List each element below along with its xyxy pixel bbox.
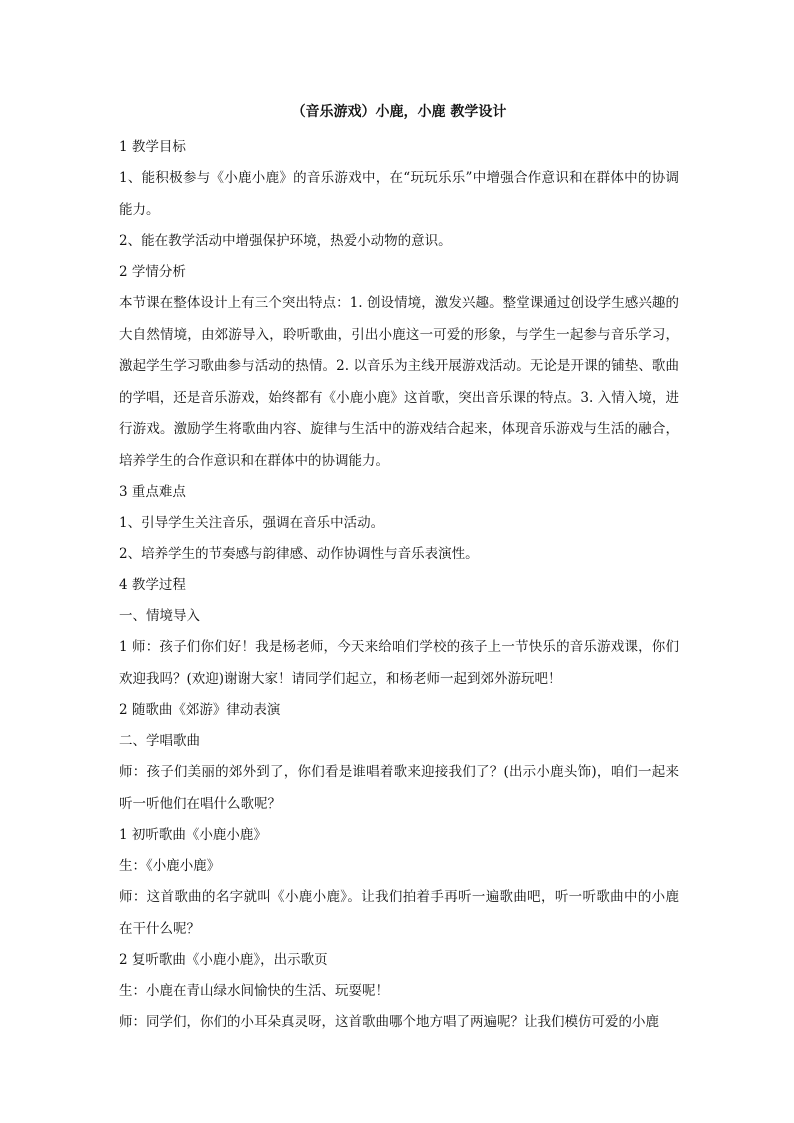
document-blocks: [119, 132, 679, 1038]
process-student-1: 生：《小鹿小鹿》: [119, 858, 221, 874]
process-intro-2: 2 随歌曲《郊游》律动表演: [119, 702, 281, 718]
document-body: [119, 101, 679, 1038]
section-heading-keypoints: 3 重点难点: [119, 484, 186, 500]
keypoint-2: 2、培养学生的节奏感与韵律感、动作协调性与音乐表演性。: [119, 546, 479, 562]
objective-2: 2、能在教学活动中增强保护环境，热爱小动物的意识。: [119, 233, 452, 249]
document-title: （音乐游戏）小鹿，小鹿 教学设计: [291, 104, 507, 120]
process-part-2-heading: 二、学唱歌曲: [119, 733, 200, 749]
process-teacher-2: 师：这首歌曲的名字就叫《小鹿小鹿》。让我们拍着手再听一遍歌曲吧，听一听歌曲中的小鹿在干什么呢？: [119, 889, 679, 937]
process-teacher-3: 师：同学们，你们的小耳朵真灵呀，这首歌曲哪个地方唱了两遍呢？让我们模仿可爱的小鹿: [119, 1014, 659, 1030]
process-intro-1: 1 师：孩子们你们好！我是杨老师，今天来给咱们学校的孩子上一节快乐的音乐游戏课，你们欢迎我吗？(欢迎)谢谢大家！请同学们起立，和杨老师一起到郊外游玩吧！: [119, 639, 679, 687]
section-heading-process: 4 教学过程: [119, 577, 186, 593]
process-teacher-1: 师：孩子们美丽的郊外到了，你们看是谁唱着歌来迎接我们了？(出示小鹿头饰)，咱们一起来听一听他们在唱什么歌呢？: [119, 764, 679, 812]
objective-1: 1、能积极参与《小鹿小鹿》的音乐游戏中，在“玩玩乐乐”中增强合作意识和在群体中的协调能力。: [119, 170, 679, 218]
process-step-2: 2 复听歌曲《小鹿小鹿》，出示歌页: [119, 952, 328, 968]
process-part-1-heading: 一、情境导入: [119, 608, 200, 624]
section-heading-analysis: 2 学情分析: [119, 264, 186, 280]
section-heading-objectives: 1 教学目标: [119, 139, 186, 155]
process-step-1: 1 初听歌曲《小鹿小鹿》: [119, 827, 267, 843]
process-student-2: 生：小鹿在青山绿水间愉快的生活、玩耍呢！: [119, 983, 389, 999]
keypoint-1: 1、引导学生关注音乐，强调在音乐中活动。: [119, 515, 385, 531]
analysis-paragraph: 本节课在整体设计上有三个突出特点：1. 创设情境，激发兴趣。整堂课通过创设学生感兴趣的大自然情境，由郊游导入，聆听歌曲，引出小鹿这一可爱的形象，与学生一起参与音乐学习，激起学生学习歌曲参与活动的热情。2. 以音乐为主线开展游戏活动。无论是开课的铺垫、歌曲的学唱，还是音乐游戏，始终都有《小鹿小鹿》这首歌，突出音乐课的特点。3. 入情入境，进行游戏。激励学生将歌曲内容、旋律与生活中的游戏结合起来，体现音乐游戏与生活的融合，培养学生的合作意识和在群体中的协调能力。: [119, 295, 679, 469]
